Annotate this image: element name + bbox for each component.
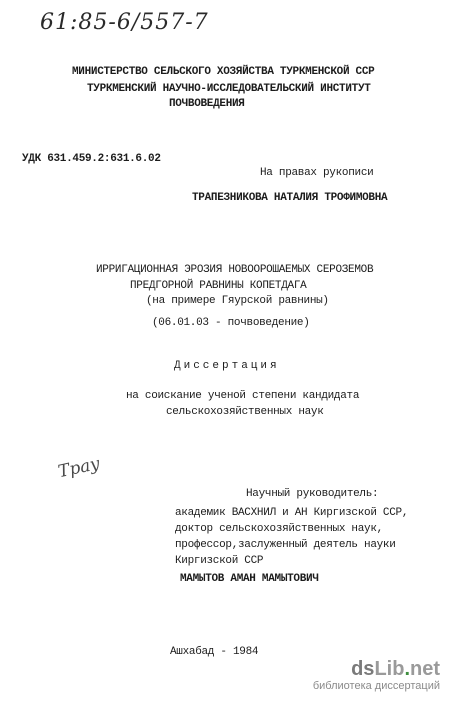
title-line3: (на примере Гяурской равнины) <box>146 295 329 307</box>
watermark <box>313 658 440 693</box>
document-type: Диссертация <box>174 360 280 372</box>
handwritten-note: Трау <box>56 453 102 483</box>
degree-line1: на соискание ученой степени кандидата <box>126 390 360 402</box>
supervisor-line3: профессор,заслуженный деятель науки <box>175 539 396 551</box>
city-year: Ашхабад - 1984 <box>170 646 259 658</box>
specialty-code: (06.01.03 - почвоведение) <box>152 317 310 329</box>
rights-note: На правах рукописи <box>260 167 374 179</box>
author-name: ТРАПЕЗНИКОВА НАТАЛИЯ ТРОФИМОВНА <box>192 192 388 204</box>
supervisor-label: Научный руководитель: <box>246 488 379 500</box>
supervisor-line2: доктор сельскохозяйственных наук, <box>175 523 383 535</box>
supervisor-line1: академик ВАСХНИЛ и АН Киргизской ССР, <box>175 507 409 519</box>
title-line1: ИРРИГАЦИОННАЯ ЭРОЗИЯ НОВООРОШАЕМЫХ СЕРОЗЕМОВ <box>96 264 374 276</box>
archive-code-handwritten: 61:85-6/557-7 <box>40 10 209 35</box>
udc-code: УДК 631.459.2:631.6.02 <box>22 153 161 165</box>
watermark-subtitle: библиотека диссертаций <box>312 680 440 692</box>
institute-heading-line1: ТУРКМЕНСКИЙ НАУЧНО-ИССЛЕДОВАТЕЛЬСКИЙ ИНСТИТУТ <box>87 83 371 95</box>
degree-line2: сельскохозяйственных наук <box>166 406 324 418</box>
supervisor-line4: Киргизской ССР <box>175 555 264 567</box>
title-line2: ПРЕДГОРНОЙ РАВНИНЫ КОПЕТДАГА <box>130 280 307 292</box>
watermark-logo: dsLib.net <box>351 658 440 680</box>
supervisor-name: МАМЫТОВ АМАН МАМЫТОВИЧ <box>180 573 319 585</box>
institute-heading-line2: ПОЧВОВЕДЕНИЯ <box>169 98 245 110</box>
ministry-heading: МИНИСТЕРСТВО СЕЛЬСКОГО ХОЗЯЙСТВА ТУРКМЕНСКОЙ ССР <box>72 66 375 78</box>
